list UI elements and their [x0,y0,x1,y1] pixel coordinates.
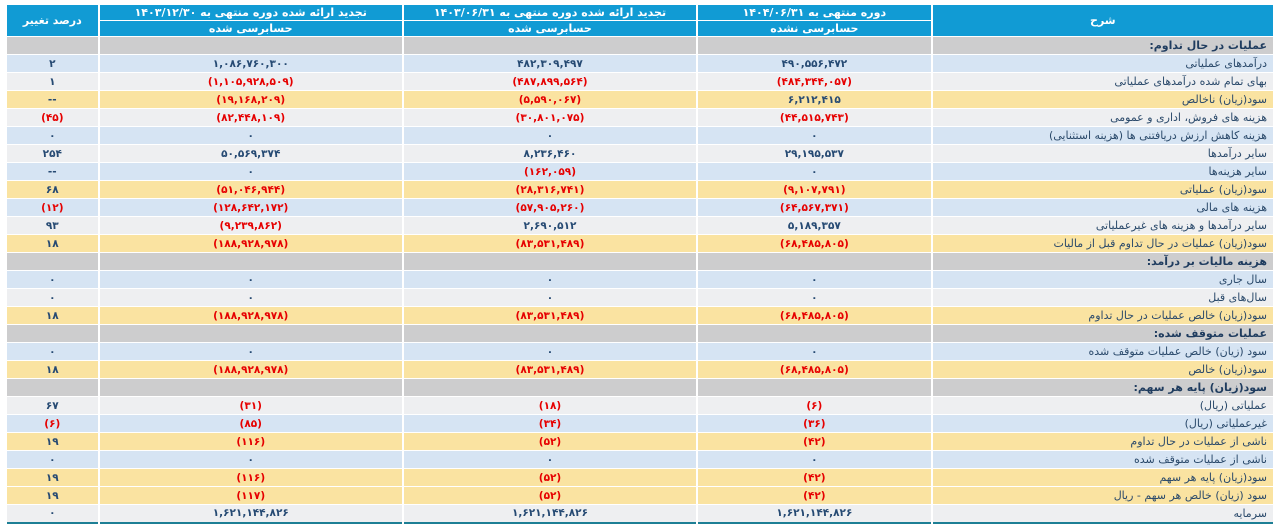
cell-value [697,37,932,55]
cell-value: (۴۸۴,۳۴۴,۰۵۷) [697,73,932,91]
cell-value: (۴۲) [697,487,932,505]
cell-value: (۳۶) [697,415,932,433]
row-label: سرمایه [932,505,1274,523]
cell-value: (۴۴,۵۱۵,۷۴۳) [697,109,932,127]
cell-value [99,325,403,343]
cell-value: (۵۲) [403,433,697,451]
cell-change-percent: -- [6,163,99,181]
cell-change-percent: ۲ [6,55,99,73]
row-label: بهای تمام شده درآمدهای عملیاتی [932,73,1274,91]
header-period-restated-fullyear: تجدید ارائه شده دوره منتهی به ۱۴۰۳/۱۲/۳۰ [99,5,403,21]
row-label: ناشی از عملیات در حال تداوم [932,433,1274,451]
cell-value: (۸۵) [99,415,403,433]
cell-value [403,253,697,271]
cell-value: ۰ [99,163,403,181]
cell-value: ۰ [99,343,403,361]
cell-change-percent: (۶) [6,415,99,433]
cell-change-percent: ۱۹ [6,487,99,505]
cell-value: (۶۸,۴۸۵,۸۰۵) [697,235,932,253]
table-row [6,487,1274,505]
row-label: سال جاری [932,271,1274,289]
row-label: سود(زیان) خالص [932,361,1274,379]
table-row [6,307,1274,325]
cell-value: ۰ [99,289,403,307]
cell-value: (۸۲,۴۴۸,۱۰۹) [99,109,403,127]
section-row [6,325,1274,343]
row-label: ناشی از عملیات متوقف شده [932,451,1274,469]
cell-change-percent: ۶۸ [6,181,99,199]
table-row [6,145,1274,163]
table-row [6,451,1274,469]
header-row-periods [6,5,1274,21]
table-row [6,109,1274,127]
cell-value: (۸۳,۵۳۱,۴۸۹) [403,361,697,379]
row-label: سایر درآمدها و هزینه های غیرعملیاتی [932,217,1274,235]
cell-value [403,379,697,397]
cell-value: ۰ [697,451,932,469]
row-label: سود(زیان) عملیات در حال تداوم قبل از مالیات [932,235,1274,253]
cell-change-percent [6,37,99,55]
row-label: هزینه های مالی [932,199,1274,217]
cell-change-percent: ۱۸ [6,307,99,325]
cell-value: ۸,۲۳۶,۴۶۰ [403,145,697,163]
cell-value: (۶۴,۵۶۷,۳۷۱) [697,199,932,217]
cell-value: (۱۹,۱۶۸,۲۰۹) [99,91,403,109]
cell-value: ۰ [99,127,403,145]
cell-change-percent: ۱۹ [6,433,99,451]
cell-value: ۲۹,۱۹۵,۵۳۷ [697,145,932,163]
row-label: درآمدهای عملیاتی [932,55,1274,73]
cell-change-percent: -- [6,91,99,109]
section-label: عملیات در حال تداوم: [932,37,1274,55]
section-label: سود(زیان) پایه هر سهم: [932,379,1274,397]
cell-value: (۱۶۲,۰۵۹) [403,163,697,181]
cell-value: (۹,۱۰۷,۷۹۱) [697,181,932,199]
header-period-restated-halfyear: تجدید ارائه شده دوره منتهی به ۱۴۰۳/۰۶/۳۱ [403,5,697,21]
cell-value: ۵۰,۵۶۹,۳۷۴ [99,145,403,163]
table-row [6,361,1274,379]
row-label: عملیاتی (ریال) [932,397,1274,415]
cell-value: ۱,۶۲۱,۱۴۴,۸۲۶ [99,505,403,523]
cell-value: (۱۸۸,۹۲۸,۹۷۸) [99,361,403,379]
cell-value: ۰ [697,163,932,181]
cell-value: (۱۸۸,۹۲۸,۹۷۸) [99,307,403,325]
cell-value: (۴۸۷,۸۹۹,۵۶۴) [403,73,697,91]
cell-change-percent: ۰ [6,289,99,307]
cell-change-percent: ۱۹ [6,469,99,487]
cell-value: ۰ [99,271,403,289]
cell-value: (۱۲۸,۶۴۲,۱۷۲) [99,199,403,217]
row-label: سایر درآمدها [932,145,1274,163]
section-row [6,253,1274,271]
table-row [6,271,1274,289]
cell-change-percent: ۹۳ [6,217,99,235]
table-row [6,415,1274,433]
cell-value: ۰ [403,127,697,145]
cell-value: ۶,۲۱۲,۴۱۵ [697,91,932,109]
cell-value [697,379,932,397]
cell-value: (۱۸۸,۹۲۸,۹۷۸) [99,235,403,253]
cell-value: (۲۸,۳۱۶,۷۴۱) [403,181,697,199]
row-label: سال‌های قبل [932,289,1274,307]
header-audit-status-1: حسابرسی شده [403,21,697,37]
cell-value [403,37,697,55]
cell-change-percent: ۰ [6,505,99,523]
cell-value [99,37,403,55]
cell-value: ۱,۰۸۶,۷۶۰,۳۰۰ [99,55,403,73]
row-label: سود(زیان) پایه هر سهم [932,469,1274,487]
cell-value: ۴۸۲,۳۰۹,۴۹۷ [403,55,697,73]
table-row [6,181,1274,199]
income-statement-table [5,4,1275,524]
section-label: عملیات متوقف شده: [932,325,1274,343]
table-row [6,199,1274,217]
table-row [6,289,1274,307]
row-label: سود(زیان) خالص عملیات در حال تداوم [932,307,1274,325]
cell-change-percent: ۰ [6,127,99,145]
cell-value: (۱۸) [403,397,697,415]
cell-value: (۳۱) [99,397,403,415]
cell-value: (۵,۵۹۰,۰۶۷) [403,91,697,109]
header-period-current: دوره منتهی به ۱۴۰۴/۰۶/۳۱ [697,5,932,21]
header-audit-status-2: حسابرسی شده [99,21,403,37]
table-body [6,37,1274,523]
cell-value: ۰ [403,289,697,307]
cell-value: ۰ [403,271,697,289]
header-audit-status-0: حسابرسی نشده [697,21,932,37]
cell-value: ۰ [697,289,932,307]
row-label: هزینه کاهش ارزش دریافتنی ها (هزینه استثنایی) [932,127,1274,145]
header-description: شرح [932,5,1274,37]
table-row [6,397,1274,415]
table-row [6,343,1274,361]
cell-value: (۴۲) [697,469,932,487]
cell-value: (۶۸,۴۸۵,۸۰۵) [697,307,932,325]
cell-value: (۵۲) [403,469,697,487]
cell-value: (۹,۲۳۹,۸۶۲) [99,217,403,235]
cell-value: (۱۱۷) [99,487,403,505]
section-row [6,379,1274,397]
row-label: هزینه های فروش، اداری و عمومی [932,109,1274,127]
cell-value: ۰ [697,343,932,361]
cell-value: ۰ [99,451,403,469]
cell-change-percent: ۰ [6,271,99,289]
section-label: هزینه مالیات بر درآمد: [932,253,1274,271]
cell-change-percent: ۲۵۴ [6,145,99,163]
cell-value: (۱۱۶) [99,433,403,451]
cell-value: (۵۲) [403,487,697,505]
cell-value: (۶۸,۴۸۵,۸۰۵) [697,361,932,379]
cell-change-percent: (۱۲) [6,199,99,217]
cell-change-percent [6,253,99,271]
cell-value: (۱,۱۰۵,۹۲۸,۵۰۹) [99,73,403,91]
row-label: سود (زیان) خالص عملیات متوقف شده [932,343,1274,361]
cell-value [697,253,932,271]
cell-value: (۵۷,۹۰۵,۲۶۰) [403,199,697,217]
cell-value [403,325,697,343]
cell-change-percent: ۱ [6,73,99,91]
table-row [6,235,1274,253]
row-label: سود(زیان) عملیاتی [932,181,1274,199]
header-change-percent: درصد تغییر [6,5,99,37]
section-row [6,37,1274,55]
cell-value: (۳۴) [403,415,697,433]
cell-value: (۴۲) [697,433,932,451]
cell-value: ۱,۶۲۱,۱۴۴,۸۲۶ [697,505,932,523]
cell-value: ۴۹۰,۵۵۶,۴۷۲ [697,55,932,73]
cell-value: ۰ [697,127,932,145]
row-label: سایر هزینه‌ها [932,163,1274,181]
cell-value: ۰ [403,343,697,361]
cell-value: (۸۳,۵۳۱,۴۸۹) [403,307,697,325]
cell-value: ۰ [697,271,932,289]
cell-value: ۰ [403,451,697,469]
cell-value: ۵,۱۸۹,۳۵۷ [697,217,932,235]
cell-value: (۱۱۶) [99,469,403,487]
cell-value: (۸۳,۵۳۱,۴۸۹) [403,235,697,253]
cell-value: ۱,۶۲۱,۱۴۴,۸۲۶ [403,505,697,523]
table-header [6,5,1274,37]
table-row [6,55,1274,73]
table-row [6,73,1274,91]
cell-change-percent [6,325,99,343]
cell-change-percent: (۴۵) [6,109,99,127]
table-row [6,127,1274,145]
cell-change-percent: ۰ [6,451,99,469]
cell-value: ۲,۶۹۰,۵۱۲ [403,217,697,235]
row-label: غیرعملیاتی (ریال) [932,415,1274,433]
row-label: سود(زیان) ناخالص [932,91,1274,109]
table-row [6,91,1274,109]
table-row [6,217,1274,235]
cell-value: (۶) [697,397,932,415]
cell-change-percent: ۱۸ [6,361,99,379]
cell-change-percent: ۰ [6,343,99,361]
cell-change-percent [6,379,99,397]
table-row [6,433,1274,451]
cell-value [99,379,403,397]
table-row [6,505,1274,523]
table-row [6,469,1274,487]
cell-value [697,325,932,343]
cell-change-percent: ۱۸ [6,235,99,253]
cell-value [99,253,403,271]
cell-value: (۳۰,۸۰۱,۰۷۵) [403,109,697,127]
cell-change-percent: ۶۷ [6,397,99,415]
table-row [6,163,1274,181]
row-label: سود (زیان) خالص هر سهم - ریال [932,487,1274,505]
cell-value: (۵۱,۰۴۶,۹۴۴) [99,181,403,199]
